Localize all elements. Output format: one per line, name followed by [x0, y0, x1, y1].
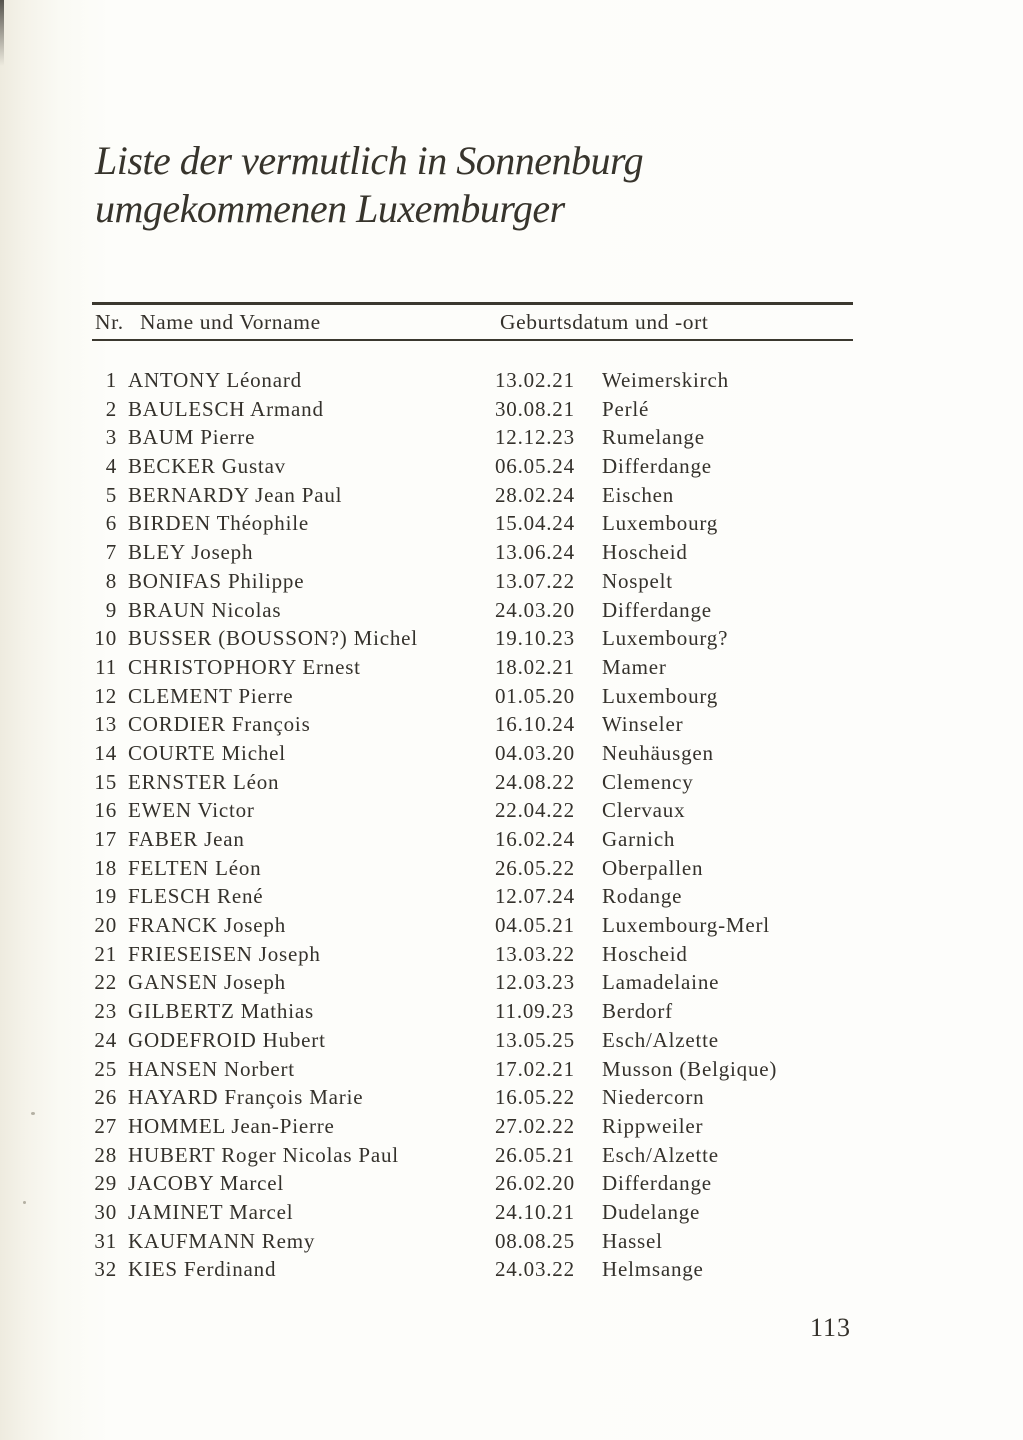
row-birthplace: Neuhäusgen: [602, 740, 714, 765]
row-number: 1: [105, 368, 117, 392]
row-birthplace: Oberpallen: [602, 855, 704, 880]
row-birthdate: 12.03.23: [495, 970, 575, 995]
row-name: GILBERTZ Mathias: [128, 999, 314, 1024]
row-number: 2: [105, 396, 117, 421]
row-birthplace: Clervaux: [602, 798, 686, 823]
row-birthdate: 16.02.24: [495, 827, 575, 851]
row-birthplace: Esch/Alzette: [602, 1142, 719, 1167]
row-name: GODEFROID Hubert: [128, 1027, 326, 1052]
scan-speck: [31, 1112, 35, 1115]
row-number: 9: [105, 597, 117, 622]
row-number: 17: [94, 827, 117, 851]
row-birthdate: 15.04.24: [495, 511, 575, 536]
table-row: [93, 1055, 855, 1084]
row-birthplace: Eischen: [602, 482, 675, 507]
row-birthplace: Differdange: [602, 1171, 712, 1196]
table-row: [93, 423, 855, 452]
row-birthplace: Clemency: [602, 769, 694, 794]
row-birthplace: Rumelange: [602, 425, 705, 450]
row-name: BLEY Joseph: [128, 540, 254, 565]
row-number: 31: [94, 1228, 117, 1253]
row-birthdate: 27.02.22: [495, 1113, 575, 1138]
page-title-line-1: Liste der vermutlich in Sonnenburg: [95, 138, 644, 183]
row-number: 30: [94, 1199, 117, 1224]
row-name: ERNSTER Léon: [128, 769, 280, 794]
row-number: 22: [94, 970, 117, 995]
table-row: [93, 997, 855, 1026]
row-name: BUSSER (BOUSSON?) Michel: [128, 626, 418, 651]
table-row: [93, 911, 855, 940]
row-number: 4: [105, 454, 117, 479]
row-birthdate: 24.03.20: [495, 597, 575, 622]
table-row: [93, 1169, 855, 1198]
table-row: [93, 395, 855, 424]
row-name: BONIFAS Philippe: [128, 568, 305, 593]
row-name: BRAUN Nicolas: [128, 597, 282, 622]
row-number: 24: [94, 1027, 117, 1052]
row-birthplace: Musson (Belgique): [602, 1056, 778, 1081]
row-birthplace: Niedercorn: [602, 1085, 705, 1110]
row-name: ANTONY Léonard: [128, 368, 302, 392]
row-birthdate: 11.09.23: [495, 999, 575, 1024]
row-birthdate: 26.05.21: [495, 1142, 575, 1167]
row-birthplace: Helmsange: [602, 1257, 704, 1282]
row-number: 5: [105, 482, 117, 507]
row-birthplace: Luxembourg: [602, 511, 719, 536]
row-number: 6: [105, 511, 117, 536]
row-birthdate: 13.03.22: [495, 941, 575, 966]
table-row: [93, 596, 855, 625]
row-birthplace: Dudelange: [602, 1199, 701, 1224]
row-birthdate: 30.08.21: [495, 396, 575, 421]
table-row: [93, 796, 855, 825]
row-name: JAMINET Marcel: [128, 1199, 294, 1224]
row-birthplace: Berdorf: [602, 999, 673, 1024]
row-birthplace: Garnich: [602, 827, 676, 851]
row-number: 29: [94, 1171, 117, 1196]
row-birthdate: 22.04.22: [495, 798, 575, 823]
row-name: BERNARDY Jean Paul: [128, 482, 343, 507]
row-number: 23: [94, 999, 117, 1024]
row-name: KIES Ferdinand: [128, 1257, 277, 1282]
table-row: [93, 567, 855, 596]
row-number: 10: [94, 626, 117, 651]
row-name: BAULESCH Armand: [128, 396, 324, 421]
table-row: [93, 710, 855, 739]
table-row: [93, 739, 855, 768]
row-number: 28: [94, 1142, 117, 1167]
table-row: [93, 968, 855, 997]
table-row: [93, 509, 855, 538]
row-name: HAYARD François Marie: [128, 1085, 364, 1110]
row-birthplace: Weimerskirch: [602, 368, 729, 392]
table-row: [93, 653, 855, 682]
scan-edge-artifact: [0, 0, 4, 66]
row-name: BAUM Pierre: [128, 425, 256, 450]
row-name: HUBERT Roger Nicolas Paul: [128, 1142, 399, 1167]
row-name: FRIESEISEN Joseph: [128, 941, 321, 966]
row-number: 8: [105, 568, 117, 593]
page-title: [95, 137, 643, 233]
row-birthdate: 06.05.24: [495, 454, 575, 479]
row-number: 26: [94, 1085, 117, 1110]
row-name: COURTE Michel: [128, 740, 286, 765]
row-number: 21: [94, 941, 117, 966]
table-rule-bottom: [92, 339, 853, 341]
row-number: 27: [94, 1113, 117, 1138]
row-birthdate: 26.05.22: [495, 855, 575, 880]
row-number: 19: [94, 884, 117, 909]
table-rule-top: [92, 302, 853, 305]
row-name: GANSEN Joseph: [128, 970, 286, 995]
row-number: 7: [105, 540, 117, 565]
row-birthdate: 13.05.25: [495, 1027, 575, 1052]
row-birthplace: Nospelt: [602, 568, 673, 593]
page-number: 113: [810, 1313, 852, 1342]
row-name: BECKER Gustav: [128, 454, 286, 479]
row-birthplace: Differdange: [602, 454, 712, 479]
page-title-line-2: umgekommenen Luxemburger: [95, 186, 565, 231]
row-birthplace: Winseler: [602, 712, 684, 737]
table-row: [93, 1083, 855, 1112]
row-name: KAUFMANN Remy: [128, 1228, 316, 1253]
row-birthdate: 08.08.25: [495, 1228, 575, 1253]
row-birthplace: Rippweiler: [602, 1113, 704, 1138]
row-number: 13: [94, 712, 117, 737]
row-birthdate: 24.10.21: [495, 1199, 575, 1224]
header-name-label: Name und Vorname: [140, 310, 321, 334]
row-birthplace: Esch/Alzette: [602, 1027, 719, 1052]
table-row: [93, 366, 855, 395]
row-name: HANSEN Norbert: [128, 1056, 295, 1081]
row-birthplace: Luxembourg?: [602, 626, 729, 651]
row-name: FELTEN Léon: [128, 855, 262, 880]
row-number: 32: [94, 1257, 117, 1282]
row-number: 12: [94, 683, 117, 708]
row-number: 3: [105, 425, 117, 450]
row-birthdate: 13.02.21: [495, 368, 575, 392]
row-number: 11: [95, 654, 117, 679]
table-row: [93, 1255, 855, 1284]
row-name: CLEMENT Pierre: [128, 683, 294, 708]
row-birthdate: 13.07.22: [495, 568, 575, 593]
row-name: BIRDEN Théophile: [128, 511, 309, 536]
row-birthdate: 24.03.22: [495, 1257, 575, 1282]
table-row: [93, 452, 855, 481]
table-row: [93, 1198, 855, 1227]
row-birthdate: 04.03.20: [495, 740, 575, 765]
table-row: [93, 1112, 855, 1141]
row-birthdate: 18.02.21: [495, 654, 575, 679]
row-birthplace: Hoscheid: [602, 540, 688, 565]
header-birth-label: Geburtsdatum und -ort: [500, 310, 709, 334]
table-row: [93, 538, 855, 567]
header-nr-label: Nr.: [95, 310, 124, 334]
table-row: [93, 1026, 855, 1055]
row-birthplace: Differdange: [602, 597, 712, 622]
row-name: FLESCH René: [128, 884, 264, 909]
row-birthplace: Perlé: [602, 396, 650, 421]
row-number: 14: [94, 740, 117, 765]
table-row: [93, 1227, 855, 1256]
row-birthdate: 16.05.22: [495, 1085, 575, 1110]
row-birthdate: 26.02.20: [495, 1171, 575, 1196]
table-row: [93, 1141, 855, 1170]
row-name: HOMMEL Jean-Pierre: [128, 1113, 335, 1138]
table-row: [93, 940, 855, 969]
row-birthdate: 01.05.20: [495, 683, 575, 708]
row-birthplace: Luxembourg-Merl: [602, 913, 770, 938]
row-name: FRANCK Joseph: [128, 913, 287, 938]
row-number: 20: [94, 913, 117, 938]
row-birthdate: 12.07.24: [495, 884, 575, 909]
row-birthdate: 24.08.22: [495, 769, 575, 794]
row-birthdate: 19.10.23: [495, 626, 575, 651]
row-birthdate: 17.02.21: [495, 1056, 575, 1081]
row-birthdate: 12.12.23: [495, 425, 575, 450]
row-birthplace: Luxembourg: [602, 683, 719, 708]
table-row: [93, 825, 855, 854]
row-birthplace: Rodange: [602, 884, 683, 909]
row-number: 15: [94, 769, 117, 794]
table-row: [93, 854, 855, 883]
row-name: JACOBY Marcel: [128, 1171, 285, 1196]
row-number: 16: [94, 798, 117, 823]
table-row: [93, 882, 855, 911]
scan-speck: [23, 1201, 26, 1204]
table-row: [93, 481, 855, 510]
row-name: CHRISTOPHORY Ernest: [128, 654, 361, 679]
row-name: CORDIER François: [128, 712, 311, 737]
row-birthdate: 16.10.24: [495, 712, 575, 737]
table-row: [93, 624, 855, 653]
table-body: [93, 366, 855, 1284]
row-name: FABER Jean: [128, 827, 245, 851]
table-header: [0, 306, 1023, 338]
row-birthplace: Mamer: [602, 654, 667, 679]
row-birthdate: 28.02.24: [495, 482, 575, 507]
row-birthdate: 04.05.21: [495, 913, 575, 938]
row-name: EWEN Victor: [128, 798, 255, 823]
row-birthdate: 13.06.24: [495, 540, 575, 565]
row-birthplace: Lamadelaine: [602, 970, 720, 995]
row-birthplace: Hassel: [602, 1228, 663, 1253]
row-birthplace: Hoscheid: [602, 941, 688, 966]
table-row: [93, 682, 855, 711]
table-row: [93, 768, 855, 797]
row-number: 25: [94, 1056, 117, 1081]
row-number: 18: [94, 855, 117, 880]
